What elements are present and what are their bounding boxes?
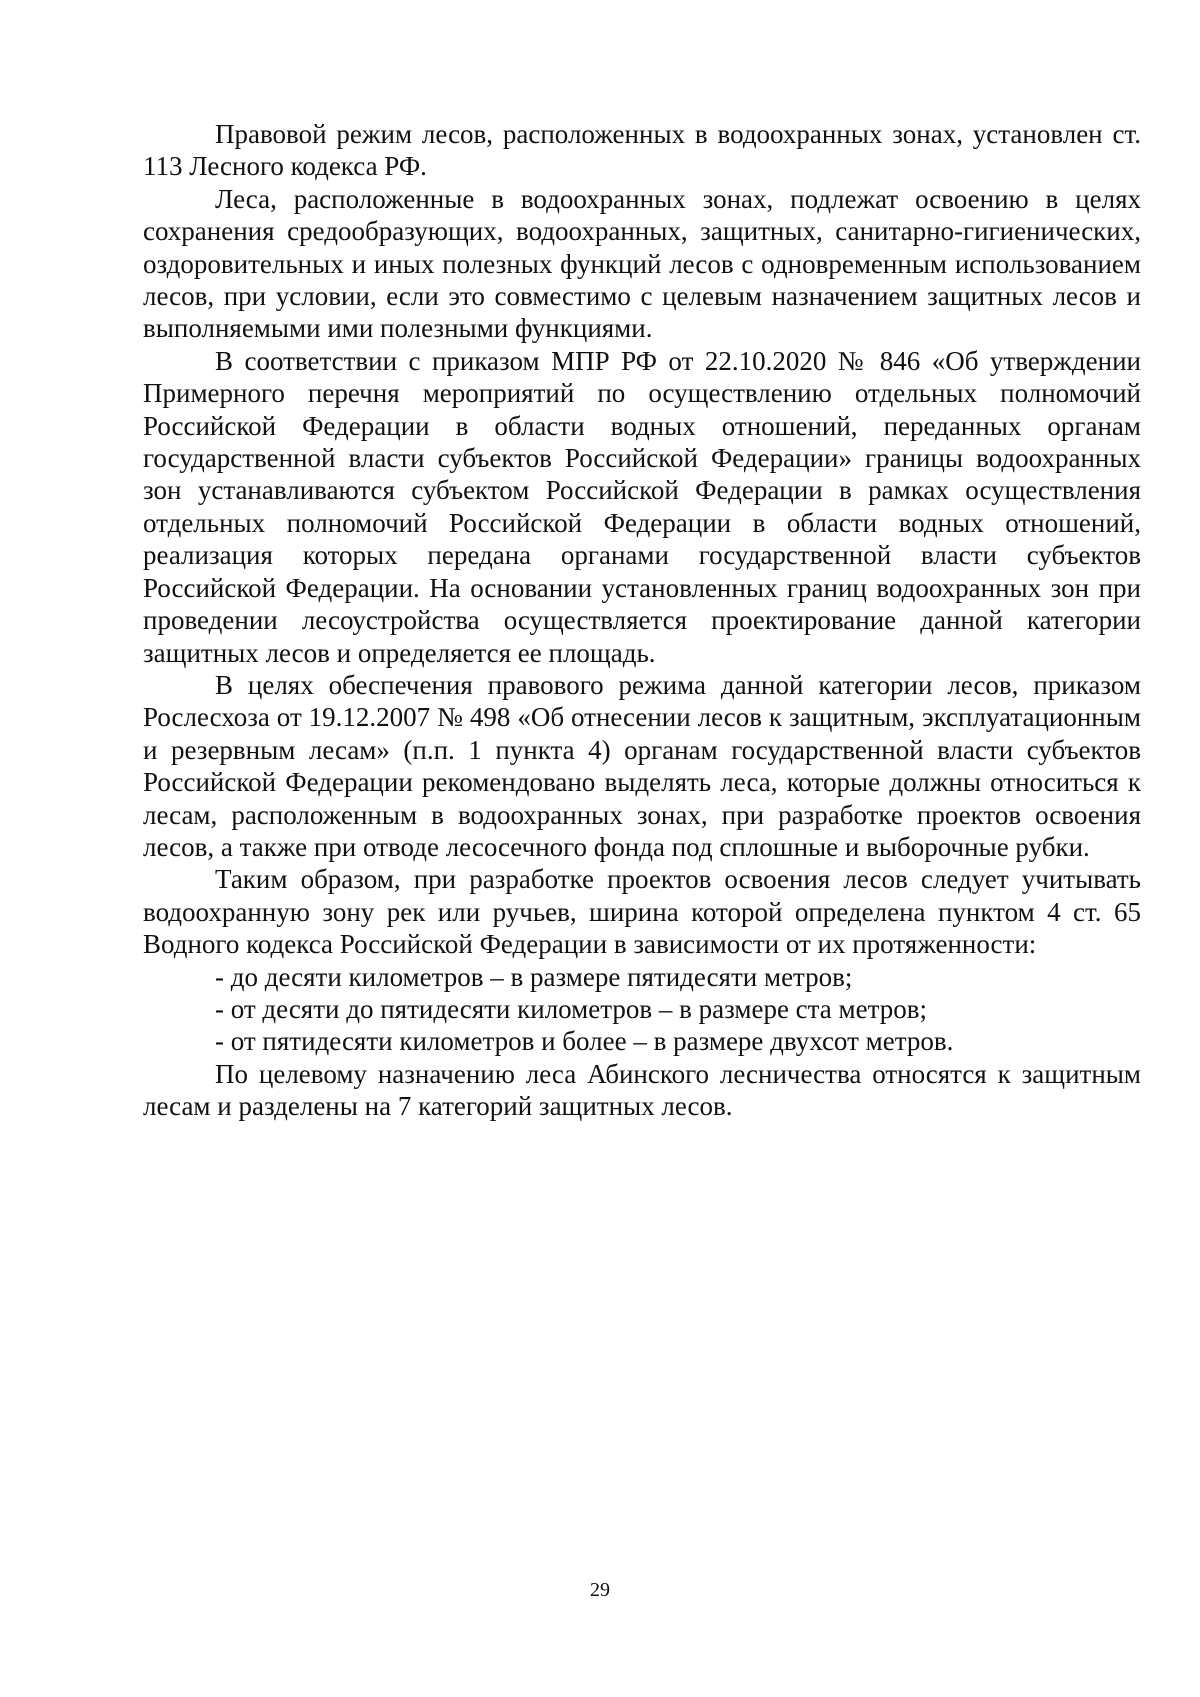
body-text bbox=[143, 118, 1141, 1123]
paragraph-mpr-order: В соответствии с приказом МПР РФ от 22.10.2020 № 846 «Об утверждении Примерного перечня мероприятий по осуществлению отдельных полномочий Российской Федерации в области водных отношений, переданных органам государственной власти субъектов Российской Федерации» границы водоохранных зон устанавливаются субъектом Российской Федерации в рамках осуществления отдельных полномочий Российской Федерации в области водных отношений, реализация которых передана органами государственной власти субъектов Российской Федерации. На основании установленных границ водоохранных зон при проведении лесоустройства осуществляется проектирование данной категории защитных лесов и определяется ее площадь. bbox=[143, 345, 1141, 668]
paragraph-forest-use: Леса, расположенные в водоохранных зонах, подлежат освоению в целях сохранения средообразующих, водоохранных, защитных, санитарно-гигиенических, оздоровительных и иных полезных функций лесов с одновременным использованием лесов, при условии, если это совместимо с целевым назначением защитных лесов и выполняемыми ими полезными функциями. bbox=[143, 183, 1141, 344]
paragraph-water-zone-width: Таким образом, при разработке проектов освоения лесов следует учитывать водоохранную зону рек или ручьев, ширина которой определена пунктом 4 ст. 65 Водного кодекса Российской Федерации в зависимости от их протяженности: bbox=[143, 864, 1141, 960]
list-item-over-fifty-km: - от пятидесяти километров и более – в размере двухсот метров. bbox=[215, 1026, 954, 1057]
list-item-up-to-ten-km: - до десяти километров – в размере пятидесяти метров; bbox=[215, 961, 853, 992]
paragraph-rosleshoz-order: В целях обеспечения правового режима данной категории лесов, приказом Рослесхоза от 19.12.2007 № 498 «Об отнесении лесов к защитным, эксплуатационным и резервным лесам» (п.п. 1 пункта 4) органам государственной власти субъектов Российской Федерации рекомендовано выделять леса, которые должны относиться к лесам, расположенным в водоохранных зонах, при разработке проектов освоения лесов, а также при отводе лесосечного фонда под сплошные и выборочные рубки. bbox=[143, 669, 1141, 862]
page-number: 29 bbox=[590, 1579, 610, 1601]
paragraph-abinsk-forestry: По целевому назначению леса Абинского лесничества относятся к защитным лесам и разделены на 7 категорий защитных лесов. bbox=[143, 1058, 1141, 1122]
list-item-ten-to-fifty-km: - от десяти до пятидесяти километров – в размере ста метров; bbox=[215, 993, 927, 1024]
paragraph-legal-regime: Правовой режим лесов, расположенных в водоохранных зонах, установлен ст. 113 Лесного кодекса РФ. bbox=[143, 119, 1141, 182]
